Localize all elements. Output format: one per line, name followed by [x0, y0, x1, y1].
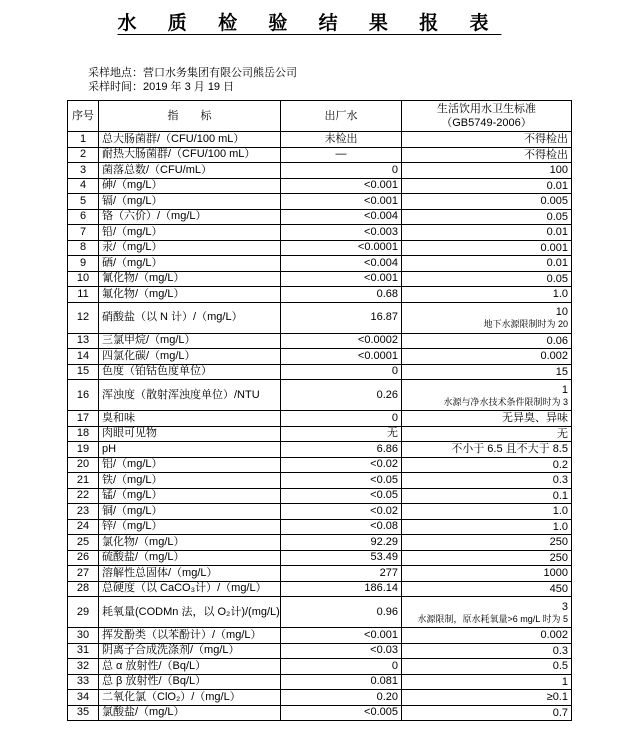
row-number-cell: 15	[68, 364, 99, 380]
row-standard-value: 不小于 6.5 且不大于 8.5	[451, 443, 568, 456]
row-number-cell: 32	[68, 659, 99, 675]
row-factory-water-value-cell: 92.29	[281, 535, 402, 551]
row-standard-cell	[402, 147, 572, 163]
table-row	[68, 659, 572, 675]
row-number-cell: 2	[68, 147, 99, 163]
table-row	[68, 364, 572, 380]
table-row	[68, 705, 572, 721]
row-standard-value: 0.3	[552, 474, 568, 487]
row-standard-cell	[402, 194, 572, 210]
table-row	[68, 225, 572, 241]
row-standard-cell	[402, 519, 572, 535]
row-standard-value: 250	[549, 536, 568, 549]
table-row	[68, 411, 572, 427]
row-standard-note: 水源与净水技术条件限制时为 3	[443, 396, 568, 407]
row-standard-cell	[402, 705, 572, 721]
row-factory-water-value-cell: 53.49	[281, 550, 402, 566]
row-standard-cell	[402, 690, 572, 706]
row-number-cell: 20	[68, 457, 99, 473]
row-standard-cell	[402, 535, 572, 551]
row-number-cell: 16	[68, 380, 99, 411]
table-row	[68, 333, 572, 349]
row-indicator-cell: 锰/（mg/L）	[99, 488, 281, 504]
table-row	[68, 209, 572, 225]
row-factory-water-value-cell: <0.03	[281, 643, 402, 659]
table-row	[68, 163, 572, 179]
row-standard-value: 0.2	[552, 458, 568, 471]
row-standard-cell	[402, 132, 572, 148]
row-number-cell: 34	[68, 690, 99, 706]
row-indicator-cell: 锌/（mg/L）	[99, 519, 281, 535]
row-standard-value: 1	[561, 675, 568, 688]
row-number-cell: 3	[68, 163, 99, 179]
row-number-cell: 10	[68, 271, 99, 287]
row-indicator-cell: 肉眼可见物	[99, 426, 281, 442]
row-standard-value: 0.3	[552, 644, 568, 657]
row-standard-cell	[402, 426, 572, 442]
row-standard-cell	[402, 581, 572, 597]
row-standard-cell	[402, 442, 572, 458]
row-standard-note: 地下水源限制时为 20	[483, 319, 568, 329]
row-number-cell: 35	[68, 705, 99, 721]
table-row	[68, 380, 572, 411]
table-row	[68, 132, 572, 148]
row-standard-cell	[402, 659, 572, 675]
row-standard-value: 1	[561, 383, 568, 396]
row-indicator-cell: 四氯化碳/（mg/L）	[99, 349, 281, 365]
row-standard-value: 3	[561, 600, 568, 613]
row-factory-water-value-cell: <0.02	[281, 504, 402, 520]
row-factory-water-value-cell: —	[281, 147, 402, 163]
row-standard-value: 无异臭、异味	[502, 412, 568, 425]
row-factory-water-value-cell: <0.05	[281, 488, 402, 504]
table-row	[68, 240, 572, 256]
row-number-cell: 13	[68, 333, 99, 349]
page-title-text: 水 质 检 验 结 果 报 表	[117, 13, 502, 34]
row-standard-value: 0.01	[546, 179, 568, 192]
row-indicator-cell: 氯化物/（mg/L）	[99, 535, 281, 551]
row-standard-cell	[402, 240, 572, 256]
row-factory-water-value-cell: 0.20	[281, 690, 402, 706]
table-row	[68, 566, 572, 582]
row-standard-cell	[402, 550, 572, 566]
row-standard-cell	[402, 364, 572, 380]
table-row	[68, 442, 572, 458]
header-standard-line2: （GB5749-2006）	[441, 117, 532, 129]
row-number-cell: 8	[68, 240, 99, 256]
row-standard-value: 1.0	[552, 520, 568, 533]
row-standard-cell	[402, 380, 572, 411]
row-indicator-cell: 铁/（mg/L）	[99, 473, 281, 489]
sampling-time-label: 采样时间：	[88, 81, 143, 93]
water-quality-table	[67, 100, 572, 721]
table-row	[68, 488, 572, 504]
row-number-cell: 26	[68, 550, 99, 566]
table-row	[68, 473, 572, 489]
row-factory-water-value-cell: <0.001	[281, 271, 402, 287]
row-standard-cell	[402, 566, 572, 582]
row-standard-value: 1000	[543, 567, 568, 580]
table-row	[68, 519, 572, 535]
sampling-location-label: 采样地点：	[88, 67, 143, 79]
table-row	[68, 302, 572, 333]
row-indicator-cell: 菌落总数/（CFU/mL）	[99, 163, 281, 179]
table-row	[68, 194, 572, 210]
row-factory-water-value-cell: 0	[281, 411, 402, 427]
row-indicator-cell: 溶解性总固体/（mg/L）	[99, 566, 281, 582]
row-standard-cell	[402, 674, 572, 690]
row-standard-value: 10	[555, 306, 568, 318]
row-factory-water-value-cell: 无	[281, 426, 402, 442]
row-indicator-cell: 铝/（mg/L）	[99, 457, 281, 473]
row-standard-cell	[402, 302, 572, 333]
table-row	[68, 349, 572, 365]
header-no: 序号	[68, 101, 99, 132]
row-indicator-cell: 铬（六价）/（mg/L）	[99, 209, 281, 225]
row-number-cell: 24	[68, 519, 99, 535]
table-row	[68, 256, 572, 272]
row-number-cell: 14	[68, 349, 99, 365]
row-number-cell: 11	[68, 287, 99, 303]
row-indicator-cell: 色度（铂钴色度单位）	[99, 364, 281, 380]
row-standard-value: 无	[557, 427, 568, 440]
row-factory-water-value-cell: <0.08	[281, 519, 402, 535]
row-number-cell: 28	[68, 581, 99, 597]
row-indicator-cell: 二氧化氯（ClO₂）/（mg/L）	[99, 690, 281, 706]
row-factory-water-value-cell: <0.001	[281, 194, 402, 210]
row-standard-cell	[402, 209, 572, 225]
row-standard-cell	[402, 597, 572, 628]
row-standard-cell	[402, 178, 572, 194]
row-indicator-cell: 阴离子合成洗涤剂/（mg/L）	[99, 643, 281, 659]
row-factory-water-value-cell: 0.081	[281, 674, 402, 690]
row-number-cell: 31	[68, 643, 99, 659]
row-number-cell: 23	[68, 504, 99, 520]
row-standard-cell	[402, 457, 572, 473]
row-standard-cell	[402, 163, 572, 179]
row-standard-cell	[402, 349, 572, 365]
row-standard-value: 1.0	[552, 288, 568, 301]
row-standard-cell	[402, 628, 572, 644]
row-number-cell: 7	[68, 225, 99, 241]
row-standard-cell	[402, 333, 572, 349]
row-standard-value: 0.005	[540, 195, 568, 208]
row-standard-value: 0.05	[546, 210, 568, 223]
table-row	[68, 581, 572, 597]
sampling-location-line	[88, 66, 297, 80]
row-standard-note: 水源限制，原水耗氧量>6 mg/L 时为 5	[417, 613, 568, 624]
row-factory-water-value-cell: <0.001	[281, 628, 402, 644]
table-row	[68, 287, 572, 303]
row-standard-value: 1.0	[552, 505, 568, 518]
row-factory-water-value-cell: <0.0001	[281, 349, 402, 365]
row-indicator-cell: 砷/（mg/L）	[99, 178, 281, 194]
row-factory-water-value-cell: <0.004	[281, 209, 402, 225]
row-number-cell: 4	[68, 178, 99, 194]
row-factory-water-value-cell: 0	[281, 163, 402, 179]
row-factory-water-value-cell: 0	[281, 659, 402, 675]
row-indicator-cell: 硫酸盐/（mg/L）	[99, 550, 281, 566]
table-row	[68, 597, 572, 628]
row-number-cell: 1	[68, 132, 99, 148]
row-standard-value: 250	[549, 551, 568, 564]
row-standard-cell	[402, 411, 572, 427]
row-number-cell: 21	[68, 473, 99, 489]
row-indicator-cell: 镉/（mg/L）	[99, 194, 281, 210]
row-indicator-cell: 铅/（mg/L）	[99, 225, 281, 241]
sampling-meta	[88, 66, 297, 94]
row-standard-value: 0.5	[552, 660, 568, 673]
table-row	[68, 674, 572, 690]
row-indicator-cell: 总 α 放射性/（Bq/L）	[99, 659, 281, 675]
row-factory-water-value-cell: 186.14	[281, 581, 402, 597]
row-factory-water-value-cell: <0.005	[281, 705, 402, 721]
row-standard-value: 0.001	[540, 241, 568, 254]
row-indicator-cell: 氯酸盐/（mg/L）	[99, 705, 281, 721]
row-standard-cell	[402, 504, 572, 520]
table-row	[68, 426, 572, 442]
table-row	[68, 457, 572, 473]
sampling-time-line	[88, 80, 297, 94]
row-number-cell: 29	[68, 597, 99, 628]
row-standard-value: ≥0.1	[546, 691, 568, 704]
row-number-cell: 5	[68, 194, 99, 210]
row-indicator-cell: 硒/（mg/L）	[99, 256, 281, 272]
row-number-cell: 27	[68, 566, 99, 582]
row-number-cell: 18	[68, 426, 99, 442]
row-standard-cell	[402, 287, 572, 303]
row-factory-water-value-cell: <0.02	[281, 457, 402, 473]
row-standard-value: 0.06	[546, 334, 568, 347]
row-indicator-cell: 氟化物/（mg/L）	[99, 287, 281, 303]
table-row	[68, 643, 572, 659]
row-indicator-cell: 总硬度（以 CaCO₃计）/（mg/L）	[99, 581, 281, 597]
row-standard-cell	[402, 225, 572, 241]
row-indicator-cell: 三氯甲烷/（mg/L）	[99, 333, 281, 349]
table-row	[68, 690, 572, 706]
row-indicator-cell: 耗氧量(CODMn 法，以 O₂计)/(mg/L)	[99, 597, 281, 628]
header-indicator: 指 标	[99, 101, 281, 132]
row-standard-value: 0.002	[540, 629, 568, 642]
row-factory-water-value-cell: 未检出	[281, 132, 402, 148]
row-factory-water-value-cell: <0.001	[281, 178, 402, 194]
row-standard-value: 15	[555, 365, 568, 378]
row-indicator-cell: 汞/（mg/L）	[99, 240, 281, 256]
page-title	[0, 8, 619, 35]
row-indicator-cell: 铜/（mg/L）	[99, 504, 281, 520]
row-indicator-cell: pH	[99, 442, 281, 458]
row-factory-water-value-cell: 6.86	[281, 442, 402, 458]
row-indicator-cell: 氰化物/（mg/L）	[99, 271, 281, 287]
row-indicator-cell: 硝酸盐（以 N 计）/（mg/L）	[99, 302, 281, 333]
row-number-cell: 33	[68, 674, 99, 690]
table-row	[68, 147, 572, 163]
table-header-row	[68, 101, 572, 132]
table-row	[68, 504, 572, 520]
table-row	[68, 178, 572, 194]
row-standard-value: 450	[549, 582, 568, 595]
row-factory-water-value-cell: <0.0002	[281, 333, 402, 349]
row-standard-value: 0.05	[546, 272, 568, 285]
row-factory-water-value-cell: 16.87	[281, 302, 402, 333]
row-factory-water-value-cell: 0.96	[281, 597, 402, 628]
row-standard-value: 0.01	[546, 257, 568, 270]
table-row	[68, 550, 572, 566]
sampling-time-value: 2019 年 3 月 19 日	[143, 81, 235, 93]
row-number-cell: 12	[68, 302, 99, 333]
row-factory-water-value-cell: <0.003	[281, 225, 402, 241]
row-standard-value: 100	[549, 164, 568, 177]
row-standard-value: 0.7	[552, 706, 568, 719]
row-factory-water-value-cell: <0.004	[281, 256, 402, 272]
row-standard-cell	[402, 643, 572, 659]
row-indicator-cell: 耐热大肠菌群/（CFU/100 mL）	[99, 147, 281, 163]
row-indicator-cell: 浑浊度（散射浑浊度单位）/NTU	[99, 380, 281, 411]
row-standard-cell	[402, 473, 572, 489]
header-standard-line1: 生活饮用水卫生标准	[437, 103, 536, 115]
row-indicator-cell: 总大肠菌群/（CFU/100 mL）	[99, 132, 281, 148]
row-standard-value: 不得检出	[524, 148, 568, 161]
row-number-cell: 25	[68, 535, 99, 551]
row-standard-cell	[402, 256, 572, 272]
row-standard-value: 0.002	[540, 350, 568, 363]
row-standard-value: 0.01	[546, 226, 568, 239]
row-indicator-cell: 挥发酚类（以苯酚计）/（mg/L）	[99, 628, 281, 644]
row-number-cell: 22	[68, 488, 99, 504]
row-indicator-cell: 臭和味	[99, 411, 281, 427]
table-row	[68, 535, 572, 551]
row-number-cell: 6	[68, 209, 99, 225]
row-number-cell: 19	[68, 442, 99, 458]
row-factory-water-value-cell: 277	[281, 566, 402, 582]
row-factory-water-value-cell: <0.0001	[281, 240, 402, 256]
row-number-cell: 9	[68, 256, 99, 272]
row-factory-water-value-cell: 0	[281, 364, 402, 380]
row-standard-cell	[402, 488, 572, 504]
row-indicator-cell: 总 β 放射性/（Bq/L）	[99, 674, 281, 690]
row-standard-value: 不得检出	[524, 133, 568, 146]
table-row	[68, 271, 572, 287]
header-factory-water: 出厂水	[281, 101, 402, 132]
row-standard-value: 0.1	[552, 489, 568, 502]
table-row	[68, 628, 572, 644]
row-factory-water-value-cell: <0.05	[281, 473, 402, 489]
sampling-location-value: 营口水务集团有限公司熊岳公司	[143, 67, 297, 79]
row-number-cell: 17	[68, 411, 99, 427]
row-factory-water-value-cell: 0.26	[281, 380, 402, 411]
row-standard-cell	[402, 271, 572, 287]
row-factory-water-value-cell: 0.68	[281, 287, 402, 303]
header-standard	[402, 101, 572, 132]
row-number-cell: 30	[68, 628, 99, 644]
